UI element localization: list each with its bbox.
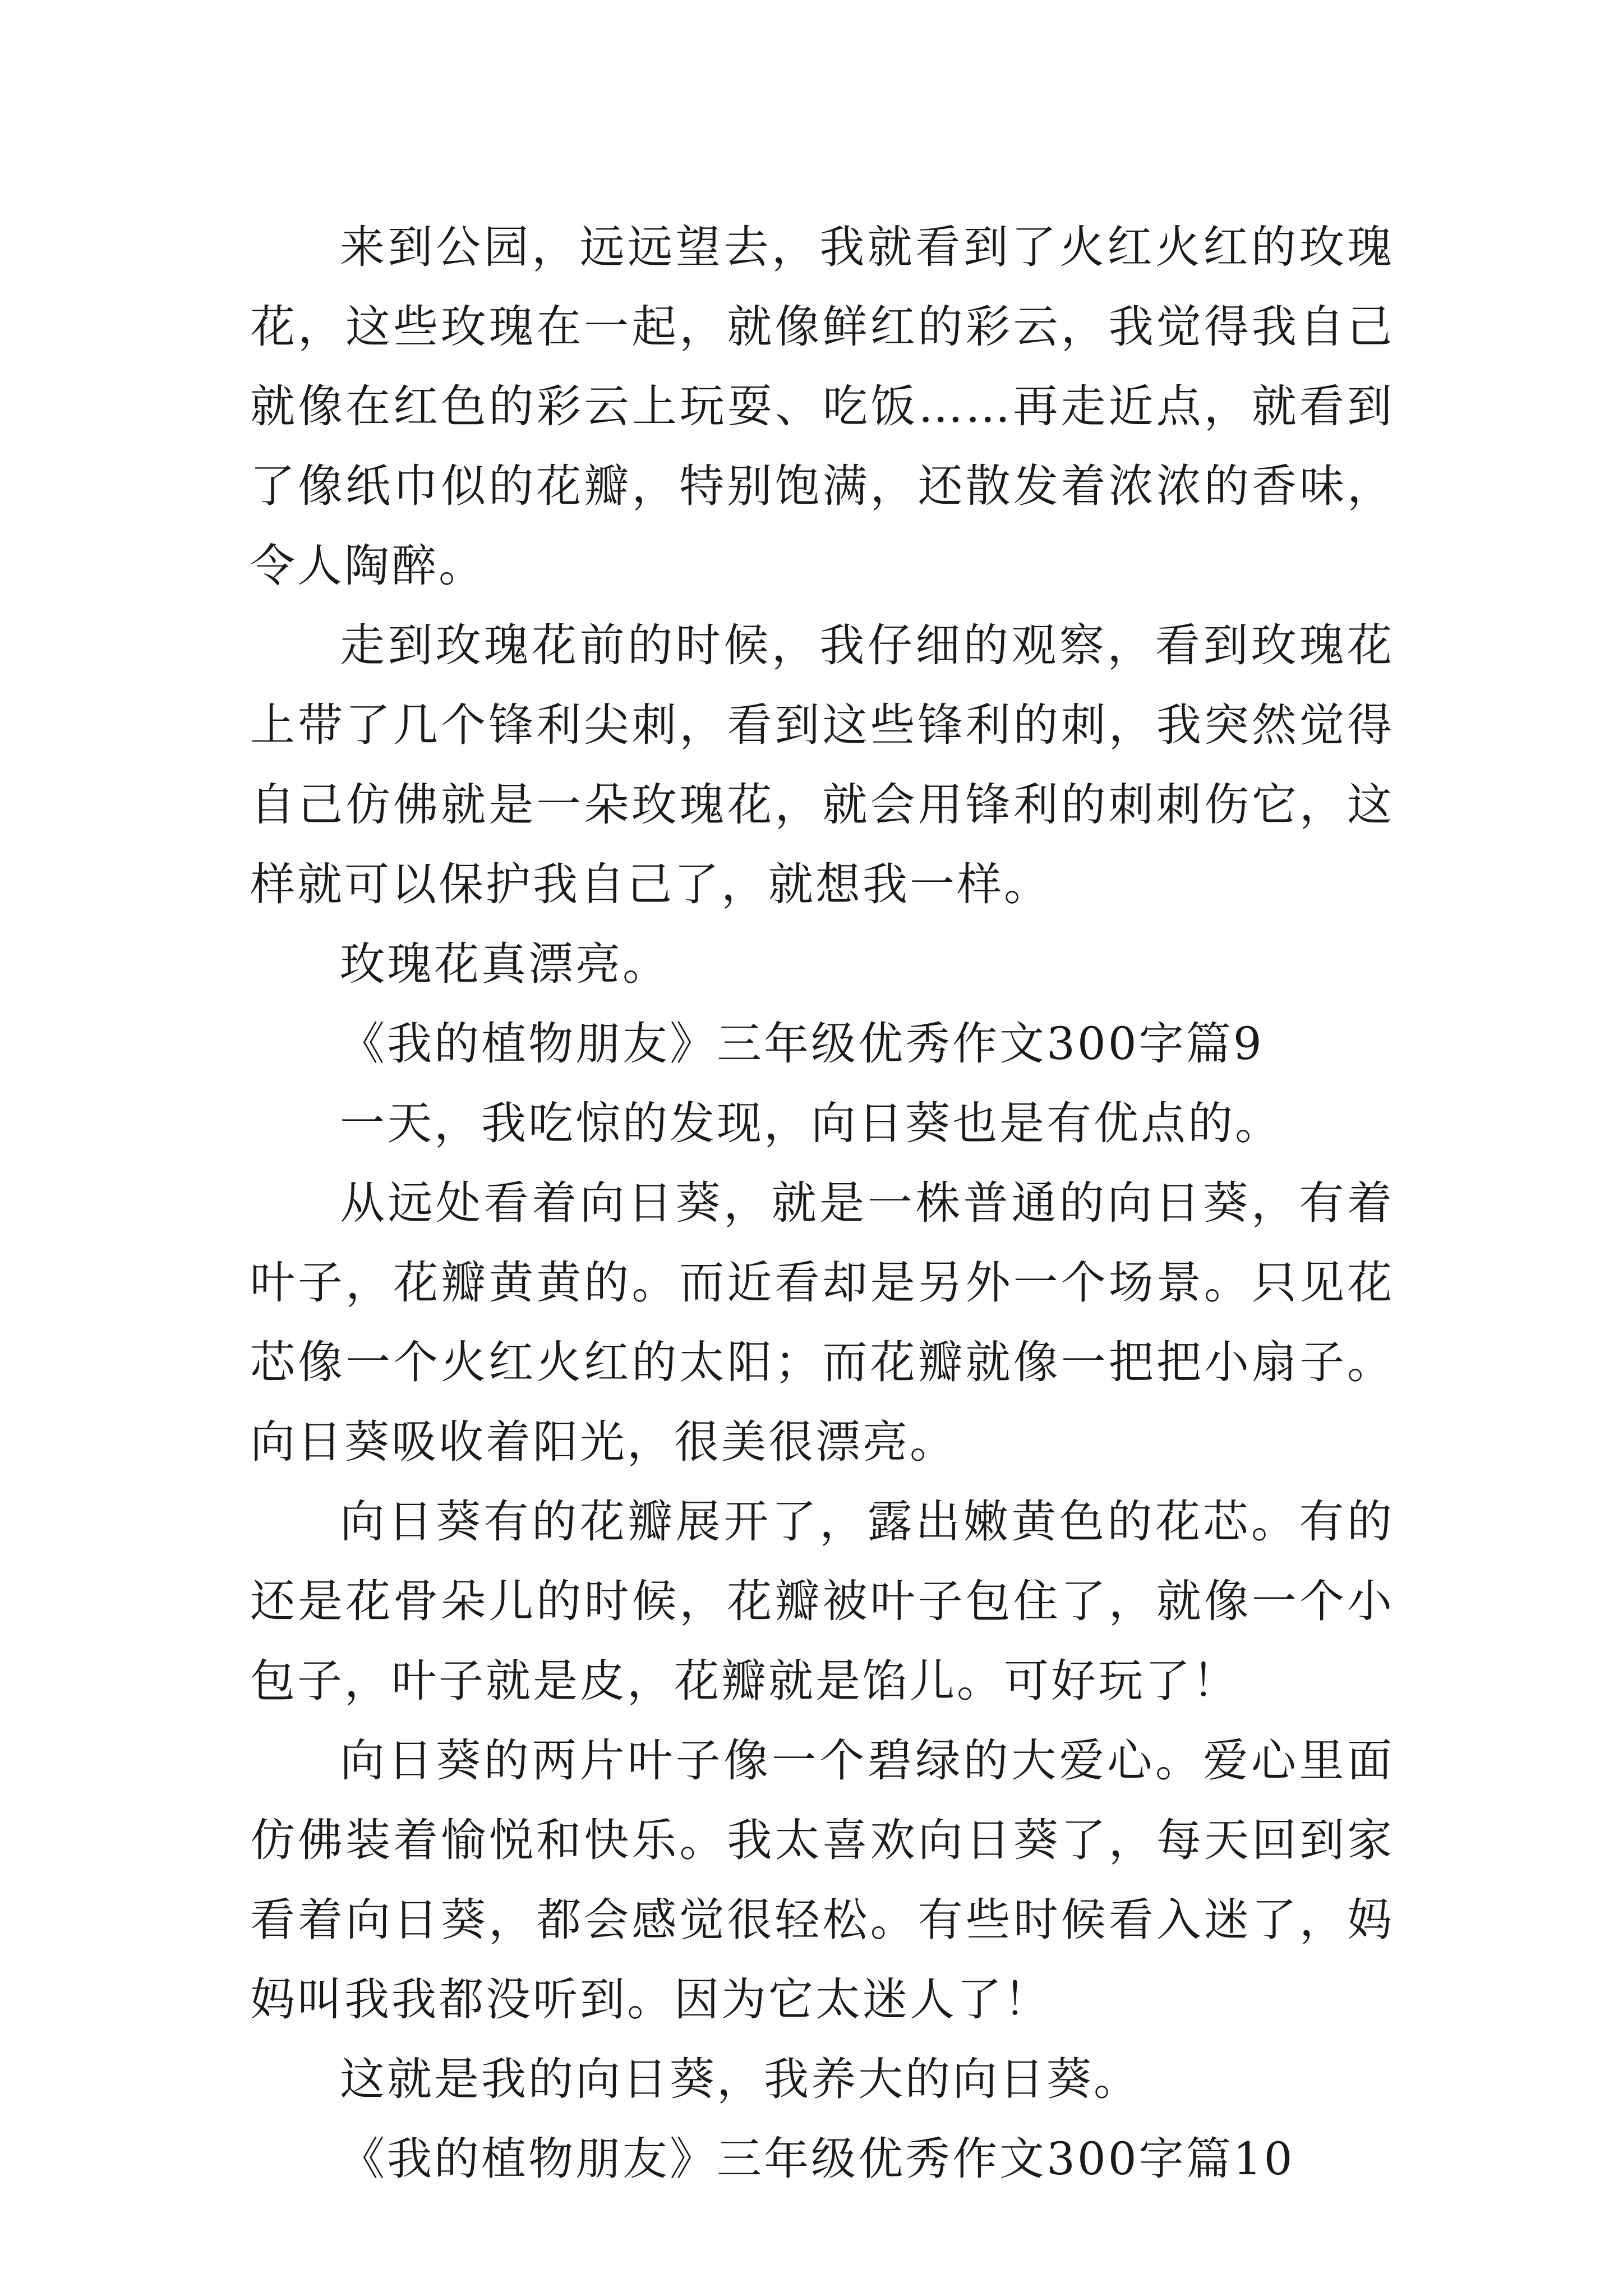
document-body [250,208,1394,2199]
paragraph-rose-park: 来到公园，远远望去，我就看到了火红火红的玫瑰花，这些玫瑰在一起，就像鲜红的彩云，我觉得我自己就像在红色的彩云上玩耍、吃饭……再走近点，就看到了像纸巾似的花瓣，特别饱满，还散发着浓浓的香味，令人陶醉。 [250,221,1394,592]
paragraph-rose-thorns: 走到玫瑰花前的时候，我仔细的观察，看到玫瑰花上带了几个锋利尖刺，看到这些锋利的刺，我突然觉得自己仿佛就是一朵玫瑰花，就会用锋利的刺刺伤它，这样就可以保护我自己了，就想我一样。 [250,619,1394,910]
paragraph-rose-conclusion: 玫瑰花真漂亮。 [340,938,670,990]
essay-heading-10: 《我的植物朋友》三年级优秀作文300字篇10 [340,2133,1295,2185]
paragraph-sunflower-conclusion: 这就是我的向日葵，我养大的向日葵。 [340,2053,1141,2105]
paragraph-sunflower-view: 从远处看着向日葵，就是一株普通的向日葵，有着叶子，花瓣黄黄的。而近看却是另外一个场景。只见花芯像一个火红火红的太阳；而花瓣就像一把把小扇子。向日葵吸收着阳光，很美很漂亮。 [250,1177,1394,1468]
paragraph-sunflower-petals: 向日葵有的花瓣展开了，露出嫩黄色的花芯。有的还是花骨朵儿的时候，花瓣被叶子包住了，就像一个小包子，叶子就是皮，花瓣就是馅儿。可好玩了！ [250,1496,1394,1707]
paragraph-sunflower-leaves: 向日葵的两片叶子像一个碧绿的大爱心。爱心里面仿佛装着愉悦和快乐。我太喜欢向日葵了，每天回到家看着向日葵，都会感觉很轻松。有些时候看入迷了，妈妈叫我我都没听到。因为它太迷人了！ [250,1734,1394,2026]
paragraph-sunflower-intro: 一天，我吃惊的发现，向日葵也是有优点的。 [340,1097,1282,1149]
essay-heading-9: 《我的植物朋友》三年级优秀作文300字篇9 [340,1018,1264,1070]
